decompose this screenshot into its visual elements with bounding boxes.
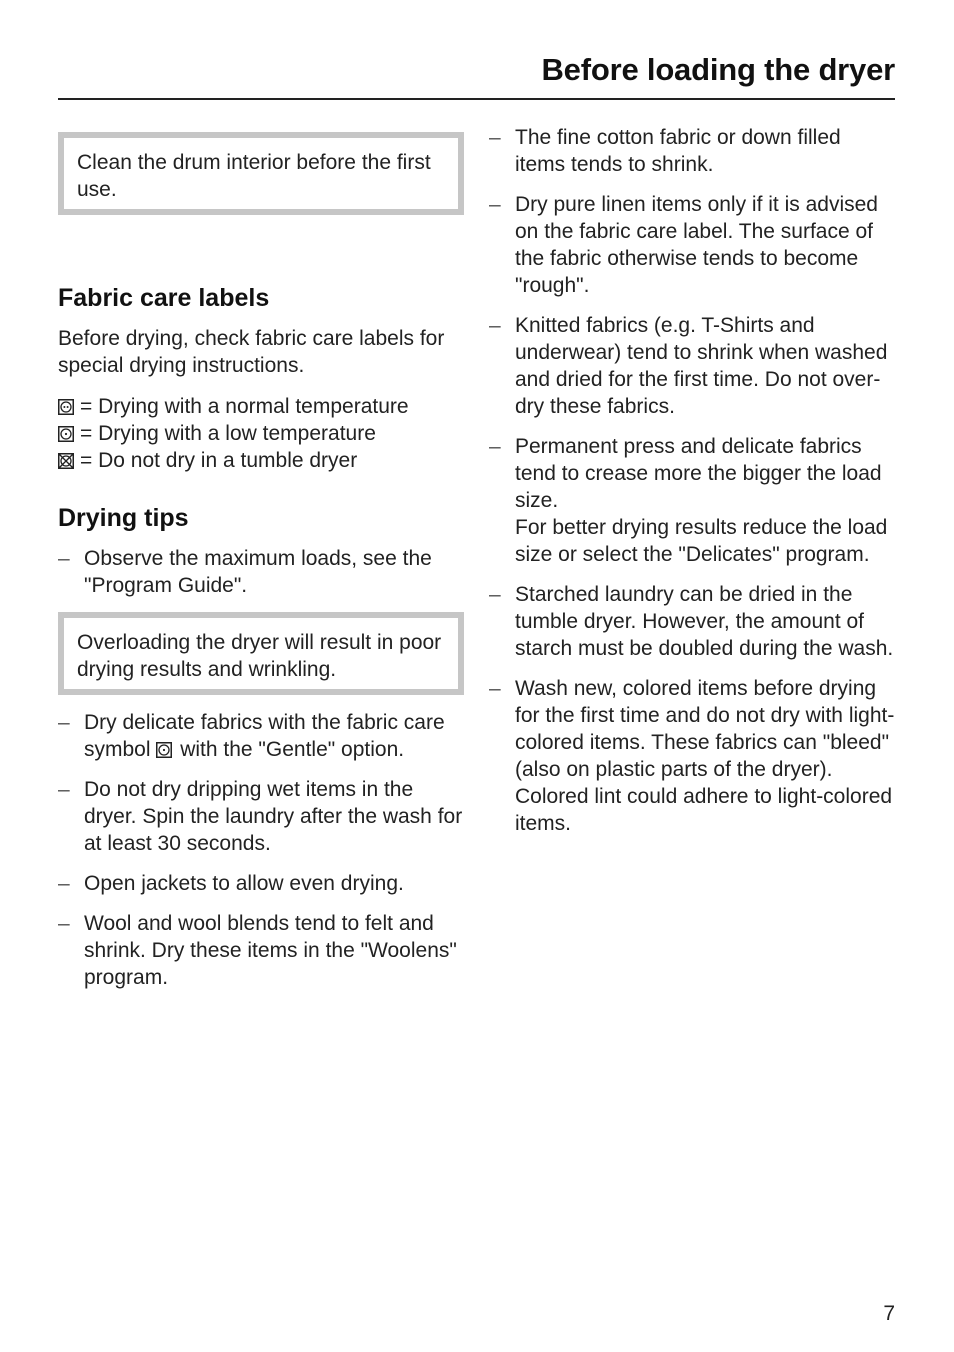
list-item <box>58 910 464 991</box>
list-item-text: with the "Gentle" option. <box>180 738 405 761</box>
drying-tips-list <box>58 545 464 599</box>
dryer-normal-temp-icon <box>58 399 74 415</box>
do-not-tumble-dry-icon <box>58 453 74 469</box>
list-item <box>489 124 895 178</box>
care-symbol-text: = Drying with a low temperature <box>80 422 376 445</box>
dash-bullet: – <box>489 677 501 700</box>
dash-bullet: – <box>489 314 501 337</box>
note-text: Overloading the dryer will result in poor drying results and wrinkling. <box>77 631 442 681</box>
list-item-text: Wash new, colored items before drying for the first time and do not dry with light-colored items. These fabrics can "bleed" (also on plastic parts of the dryer). Colored lint could adhere to light-colored items. <box>515 677 895 835</box>
title-rule <box>58 98 895 100</box>
fabric-care-heading: Fabric care labels <box>58 284 270 312</box>
care-symbol-text: = Drying with a normal temperature <box>80 395 409 418</box>
list-item-text: Dry pure linen items only if it is advised on the fabric care label. The surface of the fabric otherwise tends to become "rough". <box>515 193 878 297</box>
list-item <box>489 581 895 662</box>
list-item <box>58 870 464 897</box>
list-item <box>58 709 464 763</box>
drying-tips-heading: Drying tips <box>58 504 189 532</box>
care-symbol-row <box>58 447 464 474</box>
list-item-text: Open jackets to allow even drying. <box>84 872 404 895</box>
note-box-overloading <box>58 612 464 695</box>
note-box-drum <box>58 132 464 215</box>
list-item <box>489 312 895 420</box>
dash-bullet: – <box>58 778 70 801</box>
care-symbol-list <box>58 393 464 474</box>
list-item-text: Dry delicate fabrics with the fabric care symbol <box>84 711 445 761</box>
list-item-text: Do not dry dripping wet items in the dryer. Spin the laundry after the wash for at least 30 seconds. <box>84 778 463 855</box>
fabric-intro: Before drying, check fabric care labels for special drying instructions. <box>58 327 445 377</box>
list-item <box>489 433 895 568</box>
dash-bullet: – <box>58 912 70 935</box>
drying-tips-list <box>489 124 895 837</box>
left-column <box>58 124 464 1004</box>
list-item-text: Observe the maximum loads, see the "Program Guide". <box>84 547 432 597</box>
drying-tips-list <box>58 709 464 991</box>
dash-bullet: – <box>489 193 501 216</box>
care-symbol-text: = Do not dry in a tumble dryer <box>80 449 358 472</box>
list-item-text: Permanent press and delicate fabrics tend to crease more the bigger the load size. <box>515 435 882 512</box>
list-item-text: The fine cotton fabric or down filled items tends to shrink. <box>515 126 841 176</box>
list-item-text: Knitted fabrics (e.g. T-Shirts and underwear) tend to shrink when washed and dried for the first time. Do not over-dry these fabrics. <box>515 314 888 418</box>
dash-bullet: – <box>58 547 70 570</box>
list-item-text: For better drying results reduce the load size or select the "Delicates" program. <box>515 516 888 566</box>
dash-bullet: – <box>489 435 501 458</box>
list-item <box>58 776 464 857</box>
list-item-text: Wool and wool blends tend to felt and shrink. Dry these items in the "Woolens" program. <box>84 912 457 989</box>
dash-bullet: – <box>58 872 70 895</box>
care-symbol-row <box>58 420 464 447</box>
care-symbol-row <box>58 393 464 420</box>
note-text: Clean the drum interior before the first use. <box>77 151 431 201</box>
page-title: Before loading the dryer <box>541 52 895 87</box>
dryer-low-temp-icon <box>58 426 74 442</box>
dash-bullet: – <box>58 711 70 734</box>
dryer-low-temp-icon <box>156 742 172 758</box>
list-item-text: Starched laundry can be dried in the tumble dryer. However, the amount of starch must be doubled during the wash. <box>515 583 894 660</box>
dash-bullet: – <box>489 126 501 149</box>
dash-bullet: – <box>489 583 501 606</box>
page-number: 7 <box>883 1302 895 1325</box>
list-item <box>489 675 895 837</box>
right-column <box>489 124 895 850</box>
list-item <box>489 191 895 299</box>
list-item <box>58 545 464 599</box>
